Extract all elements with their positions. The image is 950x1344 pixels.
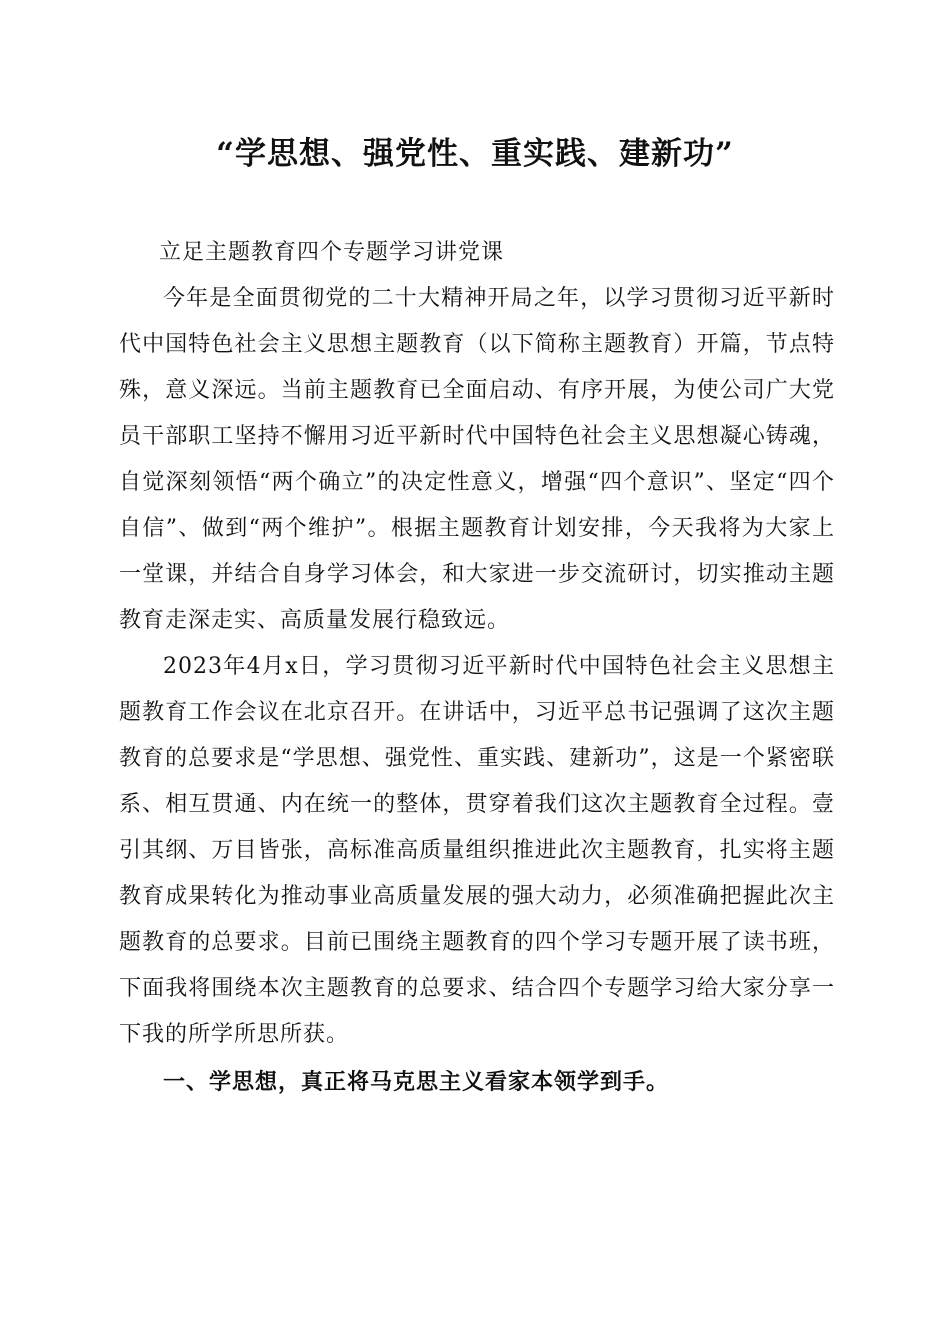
document-subtitle: 立足主题教育四个专题学习讲党课 <box>159 240 505 265</box>
document-title: “学思想、强党性、重实践、建新功” <box>216 136 734 172</box>
section-heading: 一、学思想，真正将马克思主义看家本领学到手。 <box>163 1070 670 1095</box>
document-body <box>119 230 835 1106</box>
paragraph-intro: 今年是全面贯彻党的二十大精神开局之年，以学习贯彻习近平新时代中国特色社会主义思想主题教育（以下简称主题教育）开篇，节点特殊，意义深远。当前主题教育已全面启动、有序开展，为使公司广大党员干部职工坚持不懈用习近平新时代中国特色社会主义思想凝心铸魂，自觉深刻领悟“两个确立”的决定性意义，增强“四个意识”、坚定“四个自信”、做到“两个维护”。根据主题教育计划安排，今天我将为大家上一堂课，并结合自身学习体会，和大家进一步交流研讨，切实推动主题教育走深走实、高质量发展行稳致远。 <box>119 286 835 633</box>
paragraph-meeting: 2023年4月x日，学习贯彻习近平新时代中国特色社会主义思想主题教育工作会议在北京召开。在讲话中，习近平总书记强调了这次主题教育的总要求是“学思想、强党性、重实践、建新功”，这是一个紧密联系、相互贯通、内在统一的整体，贯穿着我们这次主题教育全过程。壹引其纲、万目皆张，高标准高质量组织推进此次主题教育，扎实将主题教育成果转化为推动事业高质量发展的强大动力，必须准确把握此次主题教育的总要求。目前已围绕主题教育的四个学习专题开展了读书班，下面我将围绕本次主题教育的总要求、结合四个专题学习给大家分享一下我的所学所思所获。 <box>119 654 835 1047</box>
